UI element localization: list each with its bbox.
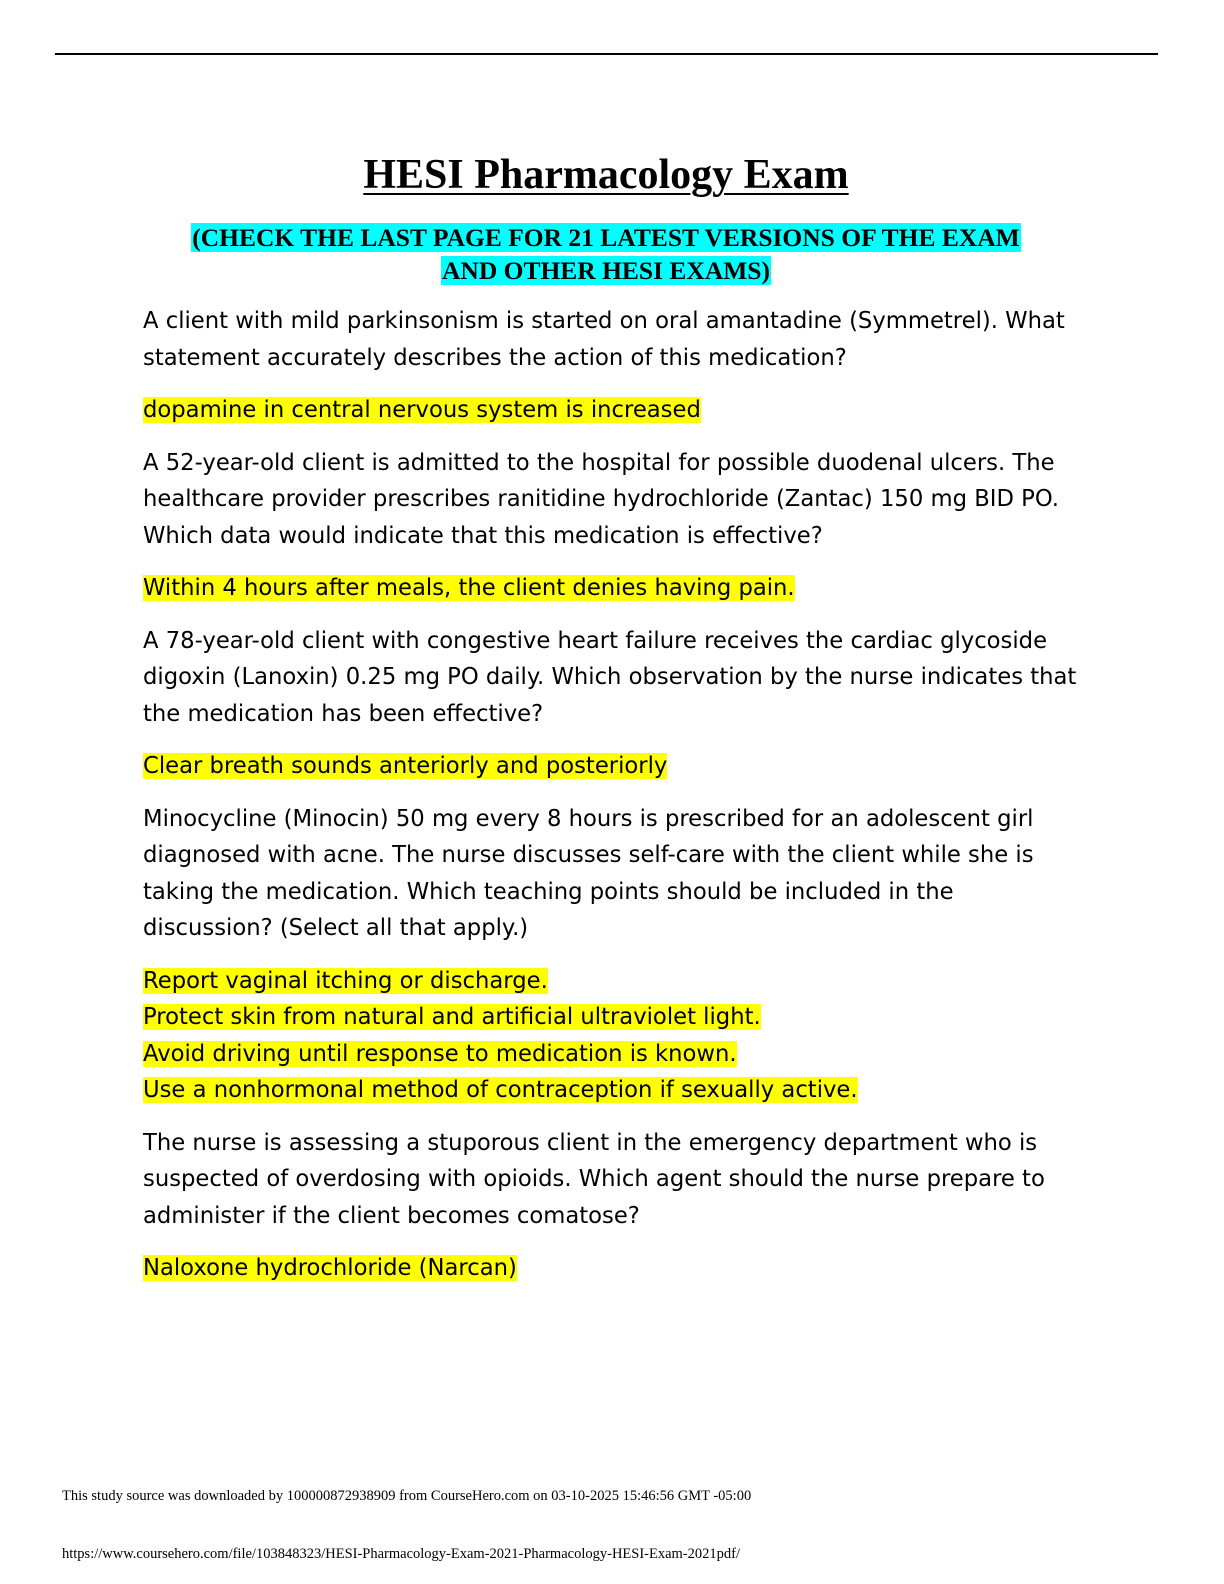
answer-3: Clear breath sounds anteriorly and posteriorly: [143, 753, 668, 779]
footer-source-note: This study source was downloaded by 100000872938909 from CourseHero.com on 03-10-2025 15:46:56 GMT -05:00: [62, 1488, 752, 1504]
answer-block-5: [143, 1250, 1083, 1287]
answer-block-4: [143, 963, 1083, 1109]
answer-4c: Avoid driving until response to medication is known.: [143, 1040, 737, 1067]
answer-2: Within 4 hours after meals, the client denies having pain.: [143, 575, 795, 601]
answer-4b: Protect skin from natural and artificial ultraviolet light.: [143, 1004, 761, 1030]
question-list: [143, 303, 1083, 1303]
answer-4a: Report vaginal itching or discharge.: [143, 967, 548, 994]
question-3: A 78-year-old client with congestive heart failure receives the cardiac glycoside digoxin (Lanoxin) 0.25 mg PO daily. Which observation by the nurse indicates that the medication has been effective?: [143, 627, 1077, 727]
notice-banner: [0, 221, 1212, 287]
notice-line-1: (CHECK THE LAST PAGE FOR 21 LATEST VERSIONS OF THE EXAM: [192, 223, 1020, 252]
question-1: A client with mild parkinsonism is started on oral amantadine (Symmetrel). What statement accurately describes the action of this medication?: [143, 308, 1065, 371]
answer-1: dopamine in central nervous system is increased: [143, 397, 701, 423]
notice-line-2: AND OTHER HESI EXAMS): [441, 256, 770, 285]
page-title: HESI Pharmacology Exam: [363, 152, 849, 198]
question-4: Minocycline (Minocin) 50 mg every 8 hours is prescribed for an adolescent girl diagnosed with acne. The nurse discusses self-care with the client while she is taking the medication. Which teaching points should be included in the discussion? (Select all that apply.): [143, 805, 1034, 941]
answer-4d: Use a nonhormonal method of contraception if sexually active.: [143, 1077, 858, 1103]
question-2: A 52-year-old client is admitted to the hospital for possible duodenal ulcers. The healthcare provider prescribes ranitidine hydrochloride (Zantac) 150 mg BID PO. Which data would indicate that this medication is effective?: [143, 449, 1059, 549]
answer-block-3: [143, 748, 1083, 785]
question-5: The nurse is assessing a stuporous client in the emergency department who is suspected of overdosing with opioids. Which agent should the nurse prepare to administer if the client becomes comatose?: [143, 1129, 1045, 1229]
answer-block-2: [143, 570, 1083, 607]
footer-url[interactable]: https://www.coursehero.com/file/103848323/HESI-Pharmacology-Exam-2021-Pharmacology-HESI-Exam-2021pdf/: [62, 1546, 740, 1562]
top-rule: [55, 53, 1158, 55]
answer-block-1: [143, 392, 1083, 429]
answer-5: Naloxone hydrochloride (Narcan): [143, 1255, 517, 1281]
